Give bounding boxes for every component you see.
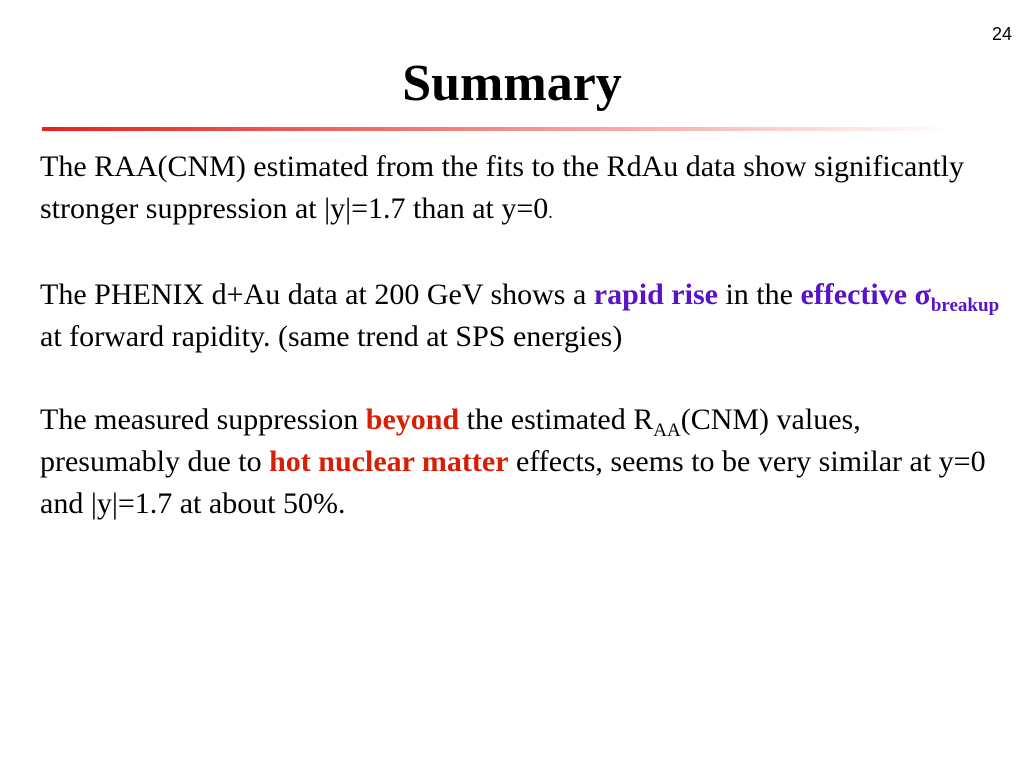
paragraph-text: effects, seems to be very similar at y=0 and |y|=1.7 at about 50%.	[40, 445, 986, 520]
paragraph-measured-suppression	[40, 399, 1000, 525]
highlight-effective-sigma	[800, 278, 1000, 316]
raa-subscript: AA	[653, 420, 681, 441]
highlight-effective-sigma-label: effective σ	[800, 278, 931, 311]
paragraph-phenix-dau	[40, 274, 1000, 358]
paragraph-text: The RAA(CNM) estimated from the fits to the RdAu data show significantly stronger suppression at |y|=1.7 than at y=0	[40, 150, 965, 225]
paragraph-text: The measured suppression	[40, 403, 366, 436]
highlight-rapid-rise: rapid rise	[593, 278, 718, 311]
page-number: 24	[991, 24, 1012, 44]
title-divider	[42, 127, 954, 131]
paragraph-raa-cnm	[40, 146, 1000, 233]
paragraph-text: The PHENIX d+Au data at 200 GeV shows a	[40, 278, 594, 311]
slide-body	[40, 146, 1000, 566]
paragraph-text: the estimated R	[459, 403, 654, 436]
paragraph-text: (CNM) values, presumably due to	[40, 403, 861, 478]
paragraph-text: in the	[717, 278, 801, 311]
paragraph-end: .	[548, 202, 553, 222]
paragraph-text: at forward rapidity. (same trend at SPS energies)	[40, 320, 623, 353]
highlight-beyond: beyond	[365, 403, 460, 436]
sigma-subscript-breakup: breakup	[930, 295, 1000, 316]
highlight-hot-nuclear-matter: hot nuclear matter	[269, 445, 509, 478]
slide-title: Summary	[402, 55, 622, 112]
